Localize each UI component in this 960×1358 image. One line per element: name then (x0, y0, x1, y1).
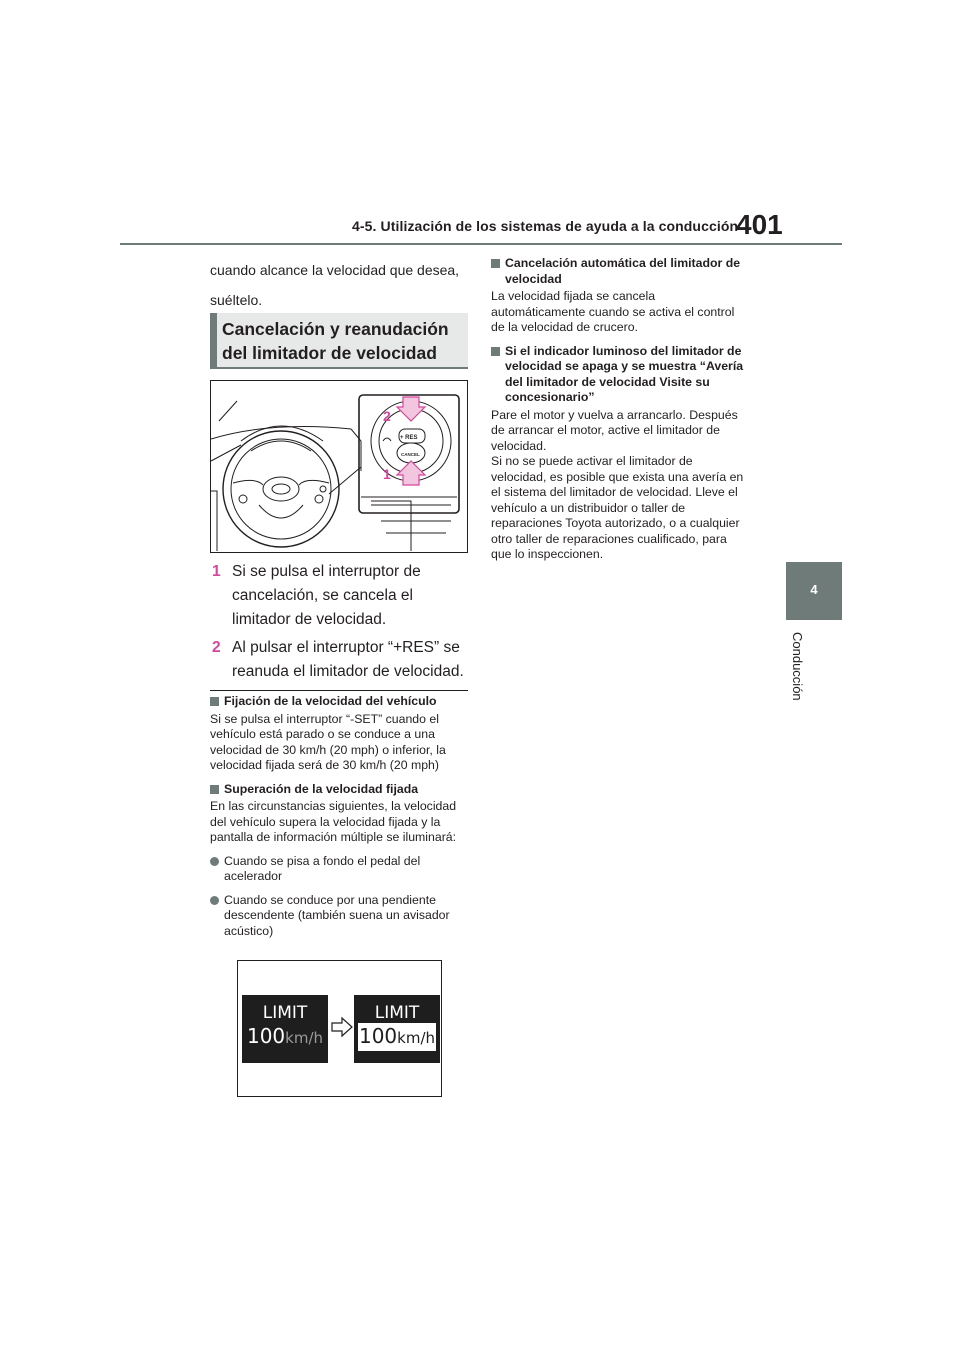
heading-superacion: Superación de la velocidad fijada (210, 782, 468, 798)
limit-value: 100 (246, 1024, 286, 1048)
cancel-button-label: CANCEL (401, 452, 420, 457)
square-bullet-icon (491, 259, 500, 268)
section-box-bar (210, 313, 217, 369)
paragraph-superacion: En las circunstancias siguientes, la velocidad del vehículo supera la velocidad fijada y la pantalla de información múltiple se iluminará: (210, 799, 457, 844)
page-number: 401 (736, 209, 783, 240)
step-text: Si se pulsa el interruptor de cancelación, se cancela el limitador de velocidad. (232, 563, 421, 628)
res-button-label: + RES (400, 435, 418, 441)
limit-value-row (242, 1023, 328, 1051)
paragraph-cancelacion-automatica: La velocidad fijada se cancela automáticamente cuando se activa el control de la velocidad de crucero. (491, 289, 735, 334)
arrow-down-icon (397, 397, 425, 421)
chapter-tab-number: 4 (810, 582, 818, 597)
limit-display-normal (242, 995, 328, 1063)
steering-wheel-figure (210, 380, 468, 553)
limit-label: LIMIT (262, 1003, 308, 1023)
square-bullet-icon (210, 697, 219, 706)
left-notes (210, 694, 468, 939)
limit-value-row-highlighted (358, 1023, 436, 1051)
step-item (212, 560, 467, 632)
bullet-item: Cuando se conduce por una pendiente descendente (también suena un avisador acústico) (210, 893, 468, 940)
square-bullet-icon (210, 785, 219, 794)
limit-unit: km/h (285, 1029, 324, 1047)
section-title: Cancelación y reanudación del limitador de velocidad (222, 319, 449, 363)
bullet-item: Cuando se pisa a fondo el pedal del acelerador (210, 854, 468, 885)
heading-cancelacion-automatica: Cancelación automática del limitador de velocidad (491, 256, 749, 287)
intro-paragraph: cuando alcance la velocidad que desea, suéltelo. (210, 262, 460, 308)
step-item (212, 636, 467, 684)
step-text: Al pulsar el interruptor “+RES” se reanuda el limitador de velocidad. (232, 639, 464, 680)
limit-value: 100 (358, 1024, 398, 1048)
callout-2: 2 (383, 408, 391, 424)
round-bullet-icon (210, 896, 219, 905)
heading-fijacion: Fijación de la velocidad del vehículo (210, 694, 468, 710)
heading-indicador: Si el indicador luminoso del limitador de velocidad se apaga y se muestra “Avería del limitador de velocidad Visite su concesionario” (491, 344, 749, 406)
steering-wheel-illustration (211, 381, 467, 552)
round-bullet-icon (210, 857, 219, 866)
limit-display-exceeded (354, 995, 440, 1063)
arrow-right-icon (330, 1015, 354, 1039)
callout-1: 1 (383, 466, 391, 482)
limit-label: LIMIT (374, 1003, 420, 1023)
section-header: 4-5. Utilización de los sistemas de ayuda a la conducción (352, 218, 739, 234)
paragraph-indicador-1: Pare el motor y vuelva a arrancarlo. Después de arrancar el motor, active el limitador de velocidad. (491, 407, 738, 453)
header-rule (120, 243, 842, 245)
paragraph-fijacion: Si se pulsa el interruptor “-SET” cuando el vehículo está parado o se conduce a una velocidad de 30 km/h (20 mph) o inferior, la velocidad fijada será de 30 km/h (20 mph) (210, 711, 446, 772)
paragraph-indicador-2: Si no se puede activar el limitador de velocidad, es posible que exista una avería en el sistema del limitador de velocidad. Lleve el vehículo a un distribuidor o taller de reparaciones Toyota autorizado, o a cualquier otro taller de reparaciones cualificado, para que lo inspeccionen. (491, 454, 744, 561)
square-bullet-icon (491, 347, 500, 356)
step-number: 1 (212, 563, 221, 580)
chapter-tab-label: Conducción (790, 632, 805, 701)
step-number: 2 (212, 639, 221, 656)
steps-list (212, 560, 467, 688)
limit-unit: km/h (397, 1029, 436, 1047)
arrow-up-icon (397, 461, 425, 485)
chapter-tab-label-wrap (787, 632, 805, 722)
section-divider (210, 690, 468, 691)
limit-display-figure (237, 960, 442, 1097)
right-notes (491, 256, 749, 563)
